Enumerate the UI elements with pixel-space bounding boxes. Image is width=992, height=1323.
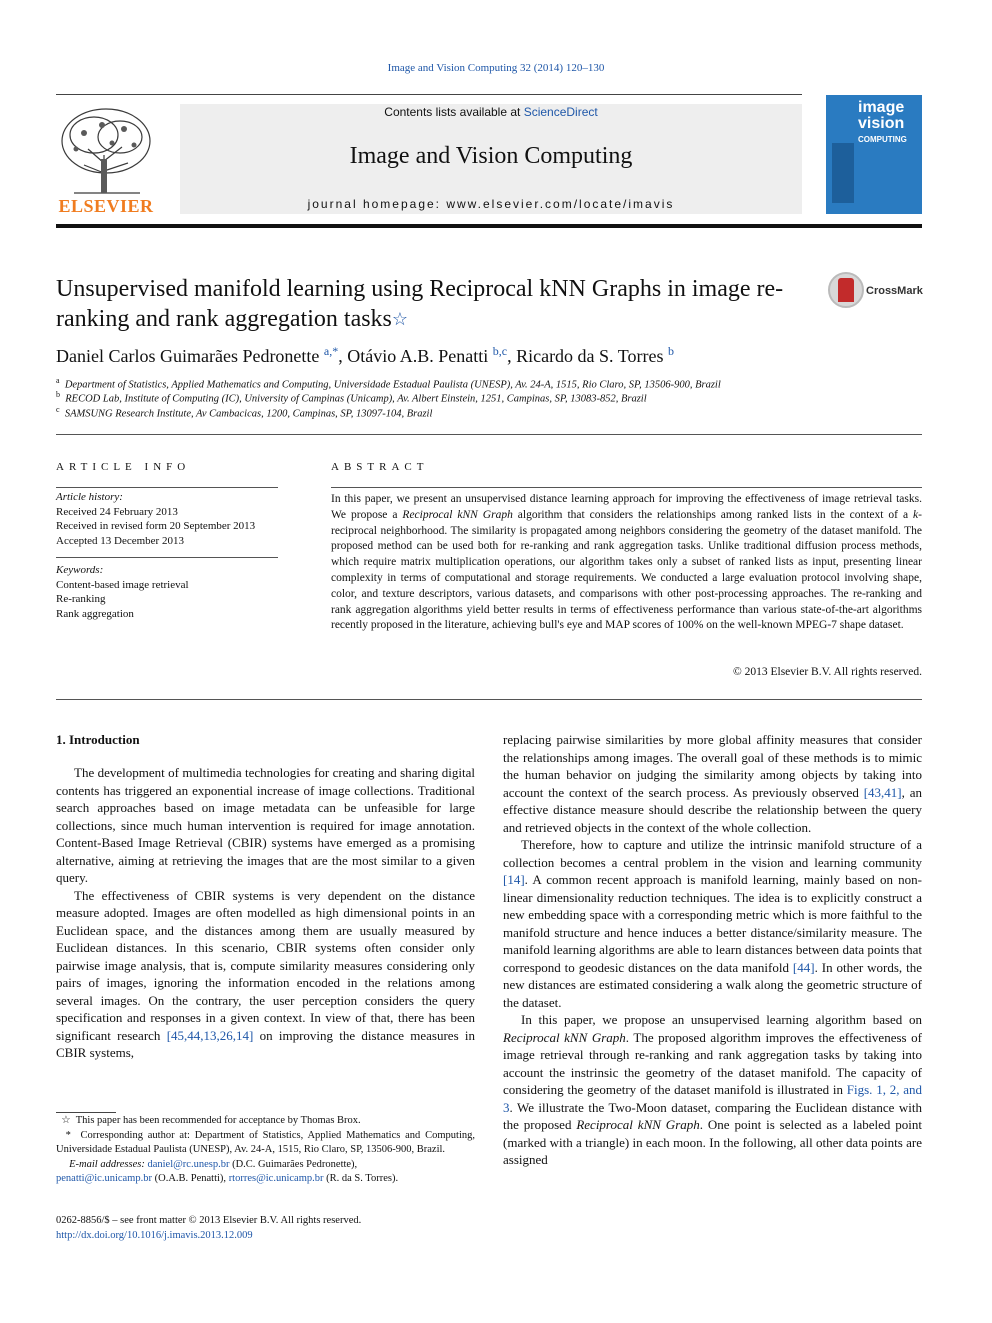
intro-paragraph: The development of multimedia technologies for creating and sharing digital contents has triggered an exponential increase of image collections. Traditional search approaches based on image metadata can be unfeasible for large collections, since much human intervention is required for image annotation. Content-Based Image Retrieval (CBIR) systems have emerged as a promising alternative, aiming at retrieving the images that are the most similar to a given query. [56, 765, 475, 885]
abstract-text: In this paper, we present an unsupervised distance learning approach for improving the effectiveness of image retrieval tasks. We propose a Reciprocal kNN Graph algorithm that considers the relationships among ranked lists in the context of a k-reciprocal neighborhood. The similarity is propagated among neighbors considering the geometry of the dataset manifold. The proposed method can be used both for re-ranking and rank aggregation tasks. Unlike traditional diffusion process methods, which require matrix multiplication operations, our algorithm takes only a subset of ranked lists as input, presenting linear complexity in terms of computational and storage requirements. We conducted a large evaluation protocol involving shape, color, and texture descriptors, various datasets, and comparisons with other post-processing approaches. The re-ranking and rank aggregation algorithms yield better results in terms of effectiveness performance than various state-of-the-art algorithms recently proposed in the literature, achieving bull's eye and MAP scores of 100% on the well-known MPEG-7 shape dataset. [331, 493, 922, 632]
cover-band [832, 143, 854, 203]
cover-word-1: image [858, 99, 905, 116]
affiliation-a: $^a$ Department of Statistics, Applied Mathematics and Computing, Universidade Estadual Paulista (UNESP), Av. 24-A, 1515, Rio Claro, SP, 13506-900, Brazil [56, 376, 721, 391]
abstract-rule [331, 487, 922, 488]
journal-name: Image and Vision Computing [349, 143, 633, 169]
email-link[interactable]: daniel@rc.unesp.br [147, 1158, 230, 1170]
intro-paragraph: The effectiveness of CBIR systems is very dependent on the distance measure adopted. Images are often modelled as high dimensional points in an Euclidean space, and the distances among them are usually measured by Euclidean distances. In this scenario, CBIR systems often consider only pairwise image analysis, that is, compute similarity measures considering only pairs of images, ignoring the information encoded in the relations among several images. On the contrary, the user perception considers the query specification and responses in a given context. In view of that, there has been significant research [45,44,13,26,14] on improving the distance measures in CBIR systems, [56, 887, 475, 1060]
crossmark-ribbon-icon [838, 278, 854, 302]
citation-ref[interactable]: [45,44,13,26,14] [166, 1027, 254, 1043]
keywords-block: Keywords: Content-based image retrieval Re-ranking Rank aggregation [56, 563, 286, 621]
affiliation-c: $^c$ SAMSUNG Research Institute, Av Cambacicas, 1200, Campinas, SP, 13097-104, Brazil [56, 405, 433, 420]
issn-block [56, 1214, 475, 1243]
section-heading-introduction: 1. Introduction [56, 732, 140, 747]
citation-ref[interactable]: [43,41] [863, 784, 902, 800]
author-affil-mark[interactable]: b,c [492, 344, 508, 358]
footnote-emails: E-mail addresses: daniel@rc.unesp.br (D.C. Guimarães Pedronette), penatti@ic.unicamp.br (O.A.B. Penatti), rtorres@ic.unicamp.br (R. da S. Torres). [56, 1158, 399, 1184]
figure-ref[interactable]: Figs. 1, 2, and 3 [503, 1082, 922, 1115]
history-received: Received 24 February 2013 [56, 505, 178, 518]
affiliation-rule [56, 434, 922, 435]
keyword-item: Re-ranking [56, 593, 106, 606]
publisher-wordmark[interactable]: ELSEVIER [58, 196, 154, 216]
keyword-item: Content-based image retrieval [56, 578, 189, 591]
article-history: Article history: Received 24 February 2013 Received in revised form 20 September 2013 Accepted 13 December 2013 [56, 490, 286, 548]
author-name[interactable]: Otávio A.B. Penatti [347, 346, 489, 366]
history-revised: Received in revised form 20 September 2013 [56, 520, 256, 533]
abstract-heading: ABSTRACT [331, 461, 429, 473]
affiliation-b: $^b$ RECOD Lab, Institute of Computing (IC), University of Campinas (Unicamp), Av. Albert Einstein, 1251, Campinas, SP, 13083-852, Brazil [56, 390, 647, 405]
author-affil-mark[interactable]: a,* [323, 344, 339, 358]
journal-citation[interactable]: Image and Vision Computing 32 (2014) 120–130 [387, 62, 605, 74]
intro-paragraph: Therefore, how to capture and utilize the intrinsic manifold structure of a collection becomes a central problem in the vision and learning community [14]. A common recent approach is manifold learning, mainly based on non-linear dimensionality reduction techniques. The idea is to explicitly construct a new embedding space with a corresponding metric which is more faithful to the manifold structure and hence induces a better distance/similarity measure. The manifold learning algorithms are able to learn distances between data points that correspond to geodesic distances on the data manifold [44]. In other words, the new distances are estimated considering a walk along the geometric structure of the dataset. [503, 837, 922, 1010]
article-info-heading: ARTICLE INFO [56, 461, 191, 473]
citation-ref[interactable]: [14] [503, 872, 525, 887]
title-footnote-star[interactable]: ☆ [391, 309, 409, 329]
citation-ref[interactable]: [44] [792, 959, 815, 975]
author-list: Daniel Carlos Guimarães Pedronette $^{a,*}$, Otávio A.B. Penatti $^{b,c}$, Ricardo da S. Torres $^b$ [56, 344, 674, 366]
footnote-recommendation: ☆ This paper has been recommended for acceptance by Thomas Brox. [61, 1115, 361, 1126]
keywords-rule [56, 557, 278, 558]
history-accepted: Accepted 13 December 2013 [56, 534, 184, 547]
footnote-corresponding: * Corresponding author at: Department of Statistics, Applied Mathematics and Computing, Universidade Estadual Paulista (UNESP), Av. 24-A, 1515, Rio Claro, SP, 13506-900, Brazil. [56, 1129, 476, 1155]
left-column-text [56, 764, 475, 1062]
sciencedirect-link[interactable]: ScienceDirect [523, 105, 598, 119]
keyword-item: Rank aggregation [56, 607, 134, 620]
author-name[interactable]: Ricardo da S. Torres [516, 346, 664, 366]
footnote-rule [56, 1112, 116, 1113]
cover-word-3: COMPUTING [858, 135, 907, 144]
footnotes [56, 1114, 475, 1187]
author-affil-mark[interactable]: b [667, 344, 674, 358]
doi-link[interactable]: http://dx.doi.org/10.1016/j.imavis.2013.12.009 [56, 1229, 253, 1241]
article-title: Unsupervised manifold learning using Reciprocal kNN Graphs in image re-ranking and rank aggregation tasks☆ [56, 276, 784, 332]
cover-word-2: vision [858, 115, 905, 132]
email-link[interactable]: rtorres@ic.unicamp.br [228, 1173, 324, 1184]
contents-line: Contents lists available at ScienceDirect [384, 105, 598, 119]
intro-paragraph: In this paper, we propose an unsupervised learning algorithm based on Reciprocal kNN Graph. The proposed algorithm improves the effectiveness of image retrieval through re-ranking and rank aggregation tasks by taking into account the instrinsic the geometry of the dataset manifold. The capacity of considering the geometry of the dataset manifold is illustrated in Figs. 1, 2, and 3. We illustrate the Two-Moon dataset, comparing the Euclidean distance with the proposed Reciprocal kNN Graph. One point is selected as a labeled point (marked with a triangle) in each moon. In the following, all other data points are assigned [503, 1012, 922, 1167]
header-thick-rule [56, 224, 922, 228]
issn-line: 0262-8856/$ – see front matter © 2013 Elsevier B.V. All rights reserved. [56, 1215, 362, 1226]
intro-paragraph: replacing pairwise similarities by more global affinity measures that consider the relationships among images. The overall goal of these methods is to mimic the human behavior on judging the similarity among objects by taking into account the context of the search process. As previously observed [43,41], an effective distance measure should describe the relationship between the query and retrieved objects in the context of the whole collection. [503, 732, 922, 835]
abstract-copyright: © 2013 Elsevier B.V. All rights reserved. [733, 666, 922, 678]
article-info-rule [56, 487, 278, 488]
email-link[interactable]: penatti@ic.unicamp.br [56, 1173, 152, 1184]
journal-cover-image[interactable] [826, 95, 922, 214]
body-rule [56, 699, 922, 700]
author-name[interactable]: Daniel Carlos Guimarães Pedronette [56, 346, 320, 366]
crossmark-label[interactable]: CrossMark [866, 285, 923, 297]
right-column-text [503, 731, 922, 1169]
header-rule [56, 94, 802, 95]
journal-homepage[interactable]: journal homepage: www.elsevier.com/locate/imavis [307, 197, 675, 211]
